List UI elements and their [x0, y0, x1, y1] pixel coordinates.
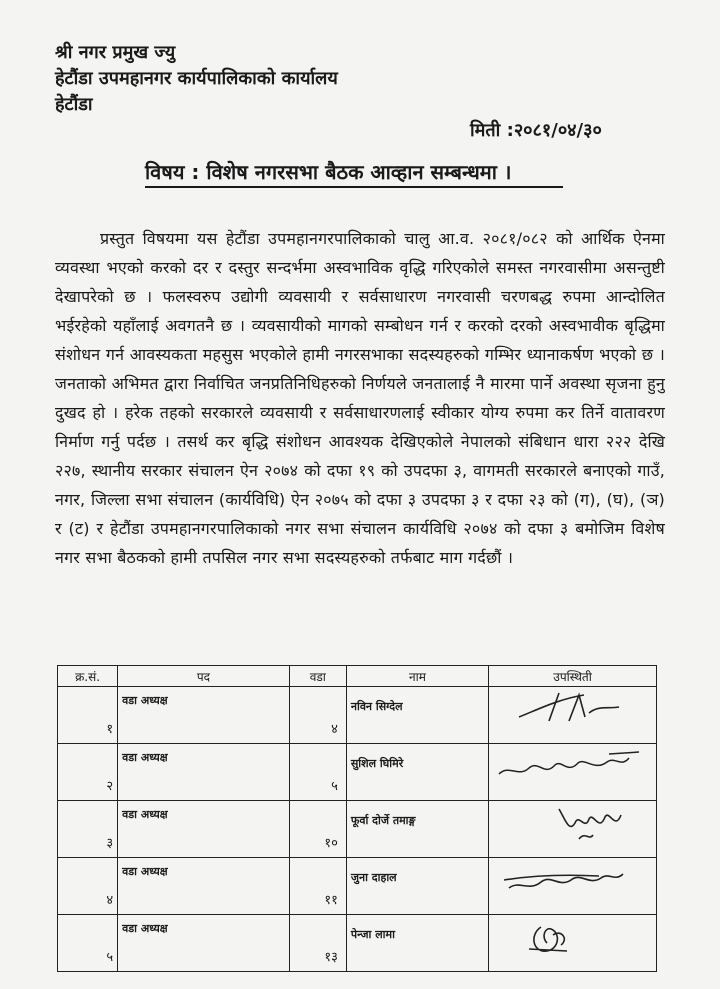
table-row — [58, 801, 657, 858]
row-ward: ५ — [331, 779, 338, 794]
table-header-row — [58, 666, 657, 687]
header-ward: वडा — [289, 666, 346, 687]
row-post: वडा अध्यक्ष — [118, 915, 290, 972]
signature-cell — [489, 915, 657, 972]
signature-cell — [489, 687, 657, 744]
letter-body: प्रस्तुत विषयमा यस हेटौंडा उपमहानगरपालिकाको चालु आ.व. २०८१/०८२ को आर्थिक ऐनमा व्यवस्था भएको करको दर र दस्तुर सन्दर्भमा अस्वभाविक वृद्धि गरिएकोले समस्त नगरवासीमा असन्तुष्टी देखापरेको छ । फलस्वरुप उद्योगी व्यवसायी र सर्वसाधारण नगरवासी चरणबद्ध रुपमा आन्दोलित भईरहेको यहाँलाई अवगतनै छ । व्यवसायीको मागको सम्बोधन गर्न र करको दरको अस्वभावीक बृद्धिमा संशोधन गर्न आवस्यकता महसुस भएकोले हामी नगरसभाका सदस्यहरुको गम्भिर ध्यानाकर्षण भएको छ । जनताको अभिमत द्वारा निर्वाचित जनप्रतिनिधिहरुको निर्णयले जनतालाई नै मारमा पार्ने अवस्था सृजना हुनु दुखद हो । हरेक तहको सरकारले व्यवसायी र सर्वसाधारणलाई स्वीकार योग्य रुपमा कर तिर्ने वातावरण निर्माण गर्नु पर्दछ । तसर्थ कर बृद्धि संशोधन आवश्यक देखिएकोले नेपालको संबिधान धारा २२२ देखि २२७, स्थानीय सरकार संचालन ऐन २०७४ को दफा १९ को उपदफा ३, वागमती सरकारले बनाएको गाउँ, नगर, जिल्ला सभा संचालन (कार्यविधि) ऐन २०७५ को दफा ३ उपदफा ३ र दफा २३ को (ग), (घ), (ञ) र (ट) र हेटौंडा उपमहानगरपालिकाको नगर सभा संचालन कार्यविधि २०७४ को दफा ३ बमोजिम विशेष नगर सभा बैठकको हामी तपसिल नगर सभा सदस्यहरुको तर्फबाट माग गर्दछौं । — [55, 229, 665, 567]
signature-cell — [489, 744, 657, 801]
attendance-table — [57, 665, 657, 972]
table-row — [58, 687, 657, 744]
header-serial: क्र.सं. — [58, 666, 118, 687]
row-name: नविन सिग्देल — [346, 687, 488, 744]
row-post: वडा अध्यक्ष — [118, 801, 290, 858]
signature-cell — [489, 801, 657, 858]
signature-mark — [489, 744, 659, 788]
address-line-2: हेटौंडा उपमहानगर कार्यपालिकाको कार्यालय — [55, 68, 338, 89]
row-serial: ३ — [106, 836, 114, 851]
table-row — [58, 858, 657, 915]
row-serial: १ — [106, 722, 114, 737]
row-ward: १० — [324, 836, 338, 851]
recipient-address — [55, 40, 338, 118]
subject-underline — [145, 186, 563, 188]
table-row — [58, 744, 657, 801]
row-serial: ४ — [106, 893, 114, 908]
signature-mark — [489, 858, 659, 902]
row-serial: २ — [106, 779, 114, 794]
address-line-1: श्री नगर प्रमुख ज्यु — [55, 42, 176, 63]
row-post: वडा अध्यक्ष — [118, 687, 290, 744]
header-post: पद — [118, 666, 290, 687]
header-presence: उपस्थिती — [489, 666, 657, 687]
signature-mark — [489, 801, 659, 845]
signature-mark — [489, 687, 659, 731]
row-ward: १३ — [324, 950, 338, 965]
row-name: फूर्वा दोर्जे तमाङ्ग — [346, 801, 488, 858]
signature-mark — [489, 915, 659, 959]
row-name: सुशिल घिमिरे — [346, 744, 488, 801]
row-ward: ११ — [324, 893, 338, 908]
row-post: वडा अध्यक्ष — [118, 858, 290, 915]
row-ward: ४ — [331, 722, 338, 737]
row-serial: ५ — [106, 950, 114, 965]
address-line-3: हेटौंडा — [55, 94, 93, 115]
letter-date: मिती :२०८१/०४/३० — [470, 120, 602, 141]
letter-subject: विषय : विशेष नगरसभा बैठक आव्हान सम्बन्धमा । — [145, 160, 512, 184]
row-post: वडा अध्यक्ष — [118, 744, 290, 801]
header-name: नाम — [346, 666, 488, 687]
row-name: जुना दाहाल — [346, 858, 488, 915]
row-name: पेन्जा लामा — [346, 915, 488, 972]
table-row — [58, 915, 657, 972]
signature-cell — [489, 858, 657, 915]
